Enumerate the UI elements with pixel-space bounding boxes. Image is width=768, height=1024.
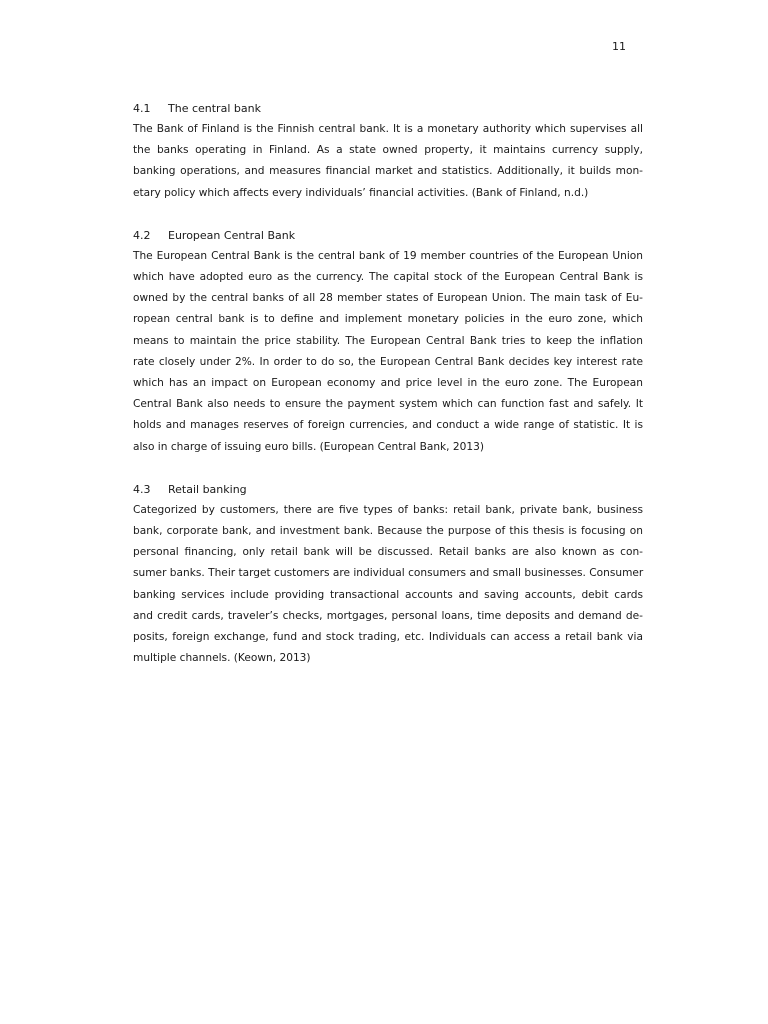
paragraph-line: holds and manages reserves of foreign currencies, and conduct a wide range of statistic. It is [133,419,643,432]
paragraph-line: owned by the central banks of all 28 member states of European Union. The main task of Eu- [133,292,643,305]
section-number: 4.2 [133,228,151,242]
section-retail-banking [133,479,643,670]
section-title: The central bank [168,102,261,115]
paragraph-line: and credit cards, traveler’s checks, mortgages, personal loans, time deposits and demand de- [133,609,643,622]
paragraph-line: the banks operating in Finland. As a state owned property, it maintains currency supply, [133,144,643,157]
paragraph-line: multiple channels. (Keown, 2013) [133,652,311,665]
section-heading [133,225,643,246]
paragraph-line: posits, foreign exchange, fund and stock trading, etc. Individuals can access a retail bank via [133,631,643,644]
paragraph-line: banking services include providing transactional accounts and saving accounts, debit cards [133,588,643,601]
section-number: 4.1 [133,102,151,115]
paragraph-line: which has an impact on European economy and price level in the euro zone. The European [133,377,643,390]
paragraph-line: The European Central Bank is the central bank of 19 member countries of the European Union [133,249,643,262]
paragraph-line: bank, corporate bank, and investment bank. Because the purpose of this thesis is focusing on [133,525,643,538]
paragraph-line: Central Bank also needs to ensure the payment system which can function fast and safely. It [133,398,643,411]
paragraph-line: ropean central bank is to define and implement monetary policies in the euro zone, which [133,313,643,326]
section-number: 4.3 [133,482,151,496]
paragraph-line: Categorized by customers, there are five types of banks: retail bank, private bank, business [133,503,643,516]
section-central-bank [133,98,643,204]
page-number: 11 [612,40,626,53]
paragraph-line: etary policy which affects every individuals’ financial activities. (Bank of Finland, n.d.) [133,186,589,199]
paragraph-line: banking operations, and measures financial market and statistics. Additionally, it builds mon- [133,165,643,178]
paragraph-line: The Bank of Finland is the Finnish central bank. It is a monetary authority which supervises all [133,123,643,135]
paragraph-line: sumer banks. Their target customers are individual consumers and small businesses. Consumer [133,567,644,580]
paragraph-line: means to maintain the price stability. The European Central Bank tries to keep the inflation [133,334,643,347]
section-heading [133,98,643,119]
section-european-central-bank [133,225,643,458]
paragraph-line: also in charge of issuing euro bills. (European Central Bank, 2013) [133,440,485,453]
paragraph-line: rate closely under 2%. In order to do so, the European Central Bank decides key interest rate [133,355,643,368]
section-title: Retail banking [168,482,247,496]
paragraph-line: which have adopted euro as the currency. The capital stock of the European Central Bank is [133,271,643,284]
section-title: European Central Bank [168,228,296,242]
paragraph-line: personal financing, only retail bank will be discussed. Retail banks are also known as con- [133,546,643,559]
section-heading [133,479,643,500]
document-body [133,98,643,690]
